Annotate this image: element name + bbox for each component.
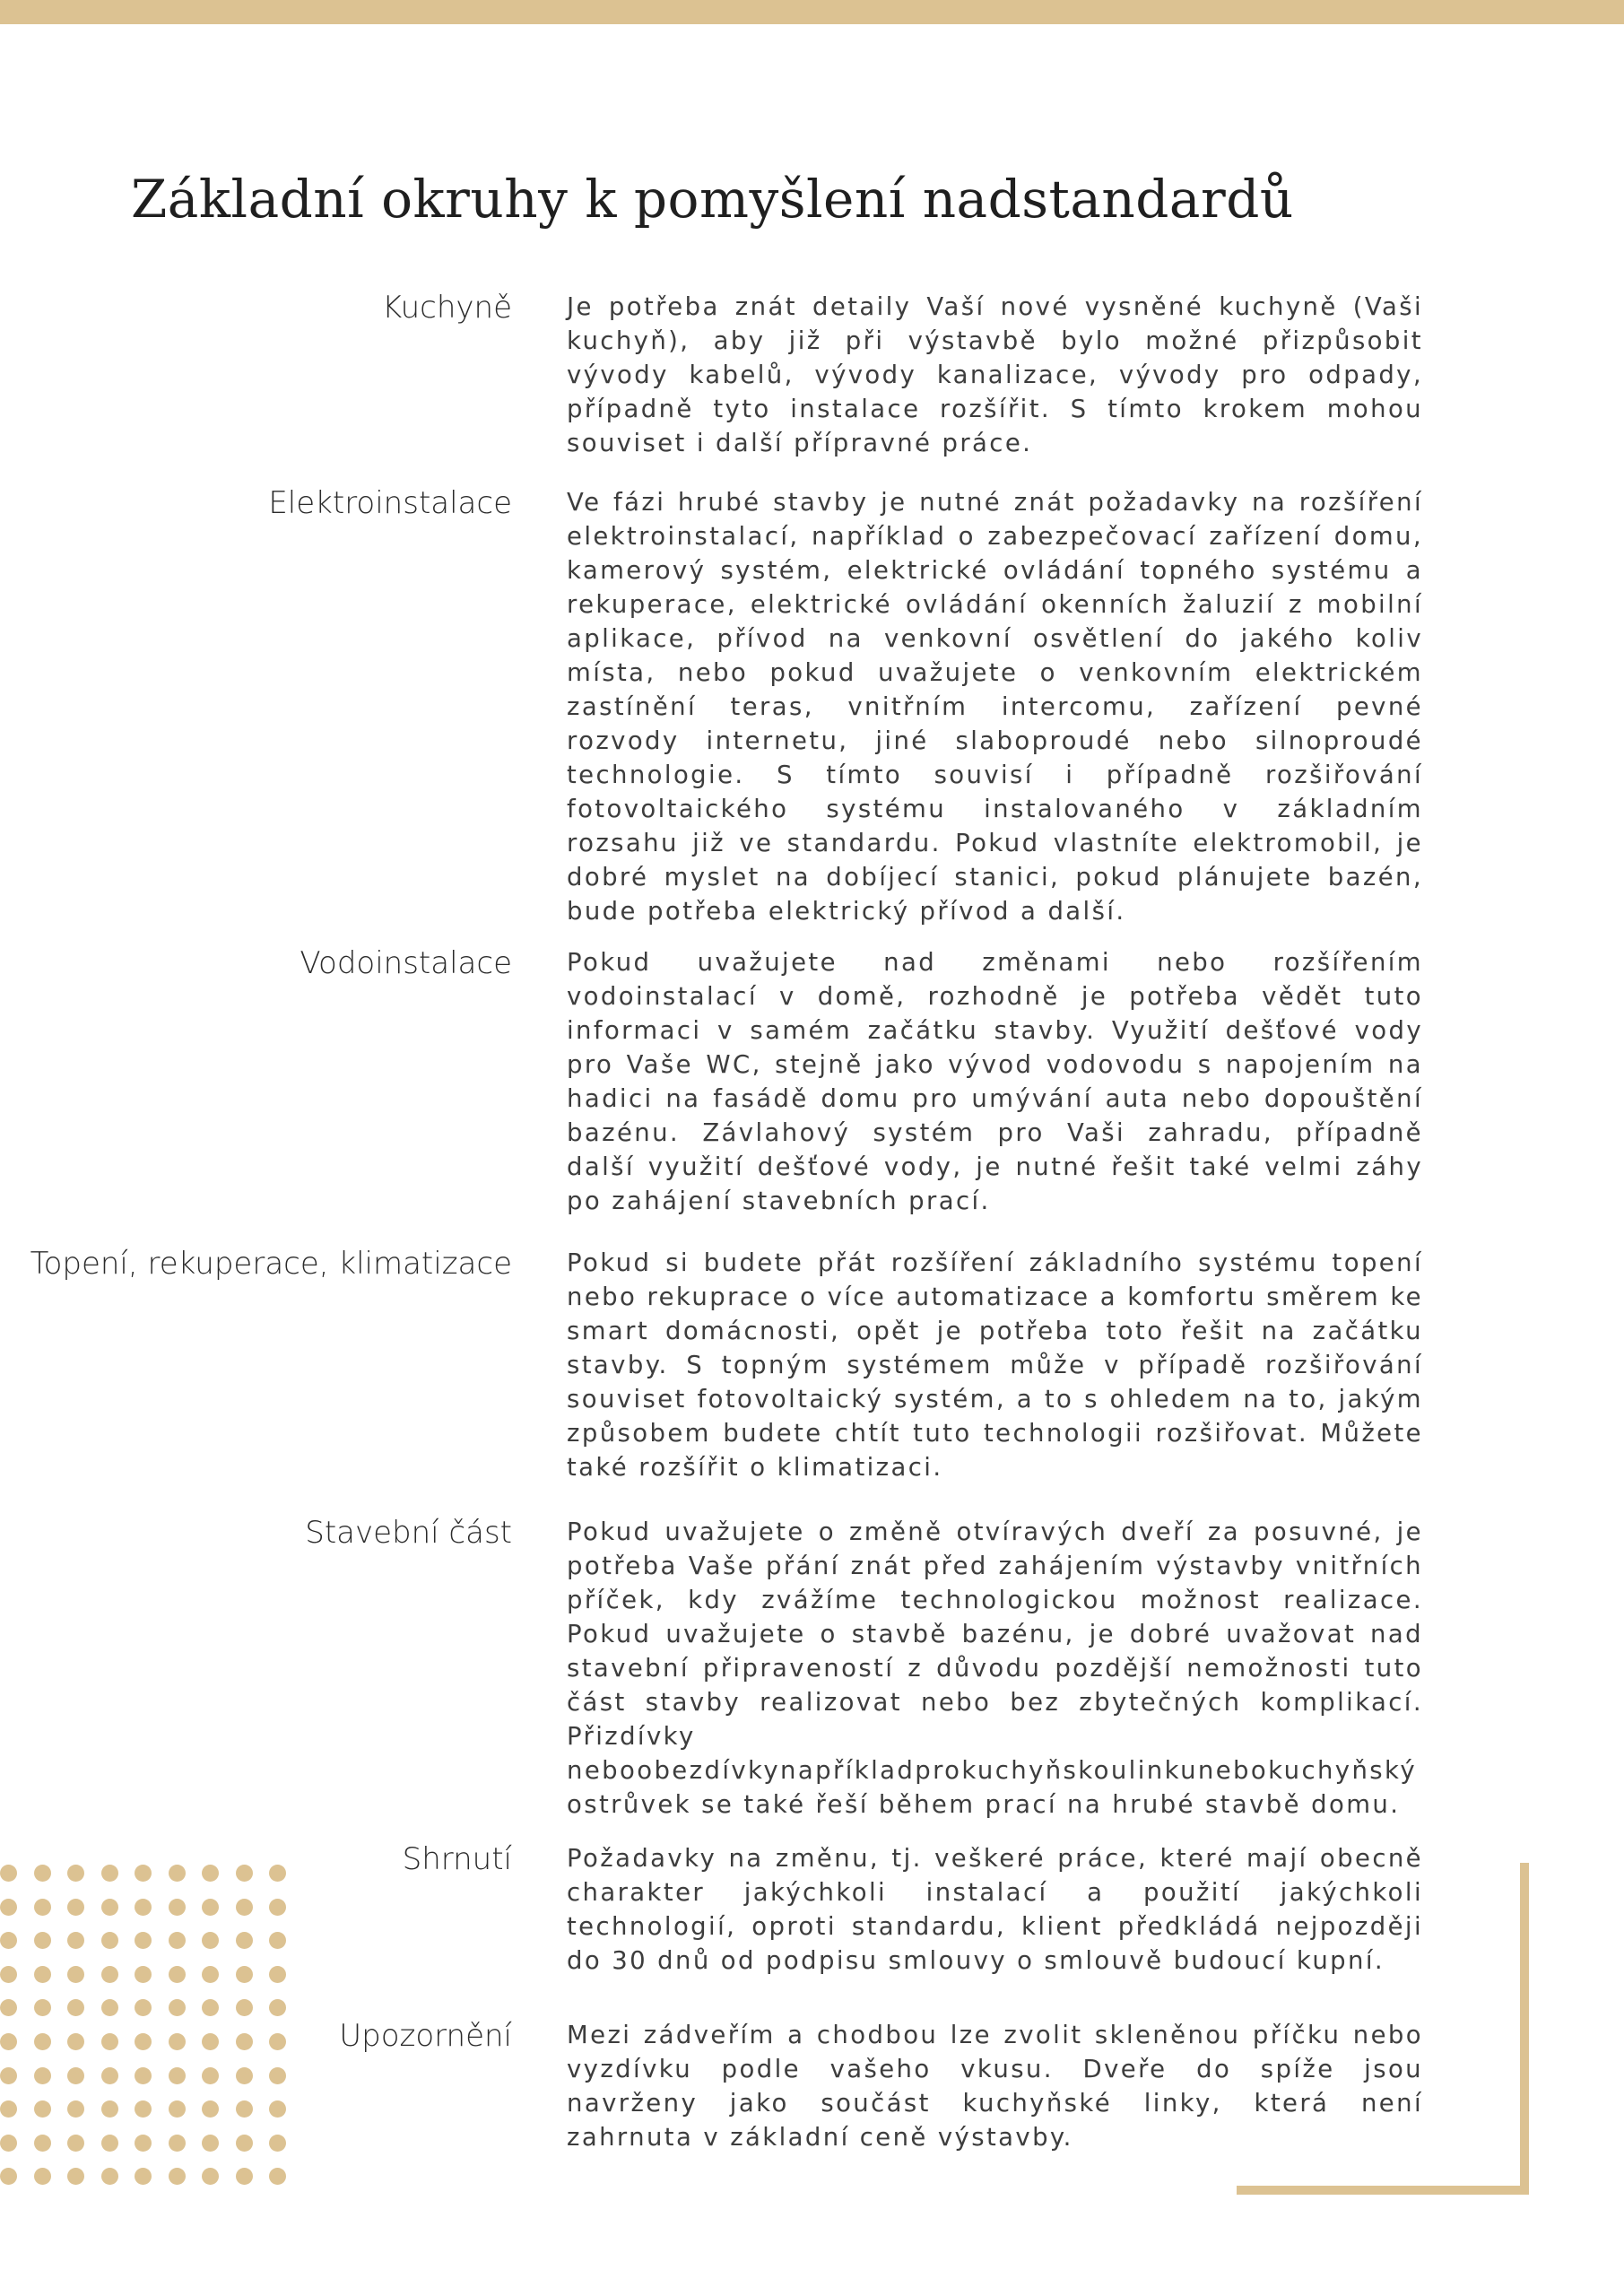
decorative-dot — [269, 1999, 286, 2016]
decorative-dot — [236, 2100, 253, 2118]
decorative-dot — [236, 2033, 253, 2050]
decorative-dot — [34, 1999, 51, 2016]
decorative-dot — [0, 2168, 17, 2185]
decorative-dot — [202, 1999, 219, 2016]
decorative-dot — [269, 2135, 286, 2152]
decorative-dot — [135, 1899, 152, 1916]
decorative-dot — [0, 1932, 17, 1949]
decorative-dot — [67, 1865, 84, 1882]
decorative-dot — [169, 2067, 186, 2084]
decorative-dot — [101, 1899, 118, 1916]
decorative-dot — [67, 1932, 84, 1949]
section-label: Vodoinstalace — [300, 945, 512, 981]
decorative-dot — [236, 2135, 253, 2152]
decorative-dot — [236, 1932, 253, 1949]
decorative-dot — [169, 2168, 186, 2185]
decorative-dot — [101, 2033, 118, 2050]
decorative-dot — [67, 2033, 84, 2050]
section-label: Shrnutí — [402, 1841, 512, 1877]
section-label: Kuchyně — [382, 290, 512, 326]
decorative-dot — [202, 2100, 219, 2118]
decorative-dot — [236, 2067, 253, 2084]
decorative-dot — [135, 1932, 152, 1949]
decorative-dot — [0, 1899, 17, 1916]
decorative-dot — [101, 2168, 118, 2185]
decorative-dot — [135, 2168, 152, 2185]
decorative-dot — [169, 1999, 186, 2016]
decorative-dot — [34, 1966, 51, 1983]
section-label: Upozornění — [339, 2018, 512, 2054]
top-accent-bar — [0, 0, 1624, 24]
decorative-dot — [67, 2168, 84, 2185]
decorative-dot — [135, 2033, 152, 2050]
decorative-dot — [169, 1865, 186, 1882]
decorative-dot — [0, 1999, 17, 2016]
decorative-dot — [34, 1865, 51, 1882]
decorative-dot — [269, 1865, 286, 1882]
decorative-dot — [34, 2100, 51, 2118]
decorative-dot — [169, 1932, 186, 1949]
decorative-dot — [202, 1899, 219, 1916]
decorative-dot — [67, 2100, 84, 2118]
section-text: Pokud si budete přát rozšíření základního systému topení nebo rekuprace o více automatizace a komfortu směrem ke smart domácnosti, opět je potřeba toto řešit na začátku stavby. S topným systémem může v případě rozšiřování souviset fotovoltaický systém, a to s ohledem na to, jakým způsobem budete chtít tuto technologii rozšiřovat. Můžete také rozšířit o klimatizaci. — [567, 1248, 1423, 1482]
decorative-dot — [169, 2135, 186, 2152]
section-text: Pokud uvažujete o změně otvíravých dveří za posuvné, je potřeba Vaše přání znát před zahájením výstavby vnitřních příček, kdy zvážíme technologickou možnost realizace. Pokud uvažujete o stavbě bazénu, je dobré uvažovat nad stavební připraveností z důvodu pozdější nemožnosti tuto část stavby realizovat nebo bez zbytečných komplikací. Přizdívky neboobezdívkynapříkladprokuchyňskoulinkunebokuchyňský ostrůvek se také řeší během prací na hrubé stavbě domu. — [567, 1518, 1423, 1819]
section-label: Elektroinstalace — [268, 485, 512, 521]
decorative-corner-horizontal — [1237, 2186, 1529, 2195]
decorative-dot — [135, 2135, 152, 2152]
decorative-dot — [34, 2033, 51, 2050]
page-title: Základní okruhy k pomyšlení nadstandardů — [131, 169, 1294, 230]
section-text: Ve fázi hrubé stavby je nutné znát požadavky na rozšíření elektroinstalací, například o zabezpečovací zařízení domu, kamerový systém, elektrické ovládání topného systému a rekuperace, elektrické ovládání okenních žaluzií z mobilní aplikace, přívod na venkovní osvětlení do jakého koliv místa, nebo pokud uvažujete o venkovním elektrickém zastínění teras, vnitřním intercomu, zařízení pevné rozvody internetu, jiné slaboproudé nebo silnoproudé technologie. S tímto souvisí i případně rozšiřování fotovoltaického systému instalovaného v základním rozsahu již ve standardu. Pokud vlastníte elektromobil, je dobré myslet na dobíjecí stanici, pokud plánujete bazén, bude potřeba elektrický přívod a další. — [567, 488, 1423, 926]
decorative-dot — [269, 1932, 286, 1949]
decorative-dot — [202, 2033, 219, 2050]
decorative-dot — [202, 1932, 219, 1949]
decorative-dot — [101, 1932, 118, 1949]
decorative-dot — [135, 2100, 152, 2118]
decorative-dot — [135, 1999, 152, 2016]
decorative-dot — [67, 1999, 84, 2016]
decorative-dot — [34, 2168, 51, 2185]
decorative-dot — [135, 2067, 152, 2084]
decorative-dot — [169, 2100, 186, 2118]
decorative-dot — [202, 2168, 219, 2185]
section-text: Pokud uvažujete nad změnami nebo rozšířením vodoinstalací v domě, rozhodně je potřeba vědět tuto informaci v samém začátku stavby. Využití dešťové vody pro Vaše WC, stejně jako vývod vodovodu s napojením na hadici na fasádě domu pro umývání auta nebo dopouštění bazénu. Závlahový systém pro Vaši zahradu, případně další využití dešťové vody, je nutné řešit také velmi záhy po zahájení stavebních prací. — [567, 948, 1423, 1215]
decorative-dot — [101, 1999, 118, 2016]
decorative-dot — [101, 1966, 118, 1983]
decorative-dot — [67, 1899, 84, 1916]
decorative-dot — [101, 1865, 118, 1882]
decorative-dot — [0, 2100, 17, 2118]
decorative-dot — [0, 1966, 17, 1983]
decorative-corner-vertical — [1520, 1863, 1529, 2195]
decorative-dot — [236, 1865, 253, 1882]
decorative-dot — [236, 1966, 253, 1983]
decorative-dot — [269, 1899, 286, 1916]
decorative-dot — [135, 1865, 152, 1882]
decorative-dot — [169, 1966, 186, 1983]
decorative-dot — [67, 2067, 84, 2084]
section-text: Mezi zádveřím a chodbou lze zvolit skleněnou příčku nebo vyzdívku podle vašeho vkusu. Dveře do spíže jsou navrženy jako součást kuchyňské linky, která není zahrnuta v základní ceně výstavby. — [567, 2021, 1423, 2152]
section-label: Stavební část — [305, 1515, 512, 1551]
decorative-dot — [0, 2033, 17, 2050]
decorative-dot — [34, 1899, 51, 1916]
decorative-dot — [269, 2100, 286, 2118]
decorative-dot — [169, 1899, 186, 1916]
decorative-dot — [202, 1865, 219, 1882]
decorative-dot — [169, 2033, 186, 2050]
decorative-dot — [269, 2168, 286, 2185]
decorative-dot — [269, 2067, 286, 2084]
decorative-dot — [202, 1966, 219, 1983]
decorative-dot — [0, 1865, 17, 1882]
decorative-dot — [0, 2067, 17, 2084]
decorative-dot — [34, 2067, 51, 2084]
decorative-dot — [269, 2033, 286, 2050]
decorative-dot — [236, 1899, 253, 1916]
section-text: Je potřeba znát detaily Vaší nové vysněné kuchyně (Vaši kuchyň), aby již při výstavbě bylo možné přizpůsobit vývody kabelů, vývody kanalizace, vývody pro odpady, případně tyto instalace rozšířit. S tímto krokem mohou souviset i další přípravné práce. — [567, 292, 1423, 457]
decorative-dot — [101, 2135, 118, 2152]
decorative-dot — [236, 1999, 253, 2016]
decorative-dot — [34, 2135, 51, 2152]
decorative-dot — [34, 1932, 51, 1949]
decorative-dot — [67, 2135, 84, 2152]
decorative-dot — [236, 2168, 253, 2185]
section-label: Topení, rekuperace, klimatizace — [30, 1246, 512, 1282]
section-text: Požadavky na změnu, tj. veškeré práce, které mají obecně charakter jakýchkoli instalací a použití jakýchkoli technologií, oproti standardu, klient předkládá nejpozději do 30 dnů od podpisu smlouvy o smlouvě budoucí kupní. — [567, 1844, 1423, 1975]
decorative-dot — [135, 1966, 152, 1983]
decorative-dot — [67, 1966, 84, 1983]
decorative-dot — [202, 2135, 219, 2152]
decorative-dot — [269, 1966, 286, 1983]
decorative-dot — [101, 2067, 118, 2084]
decorative-dot — [101, 2100, 118, 2118]
decorative-dot — [0, 2135, 17, 2152]
decorative-dot — [202, 2067, 219, 2084]
